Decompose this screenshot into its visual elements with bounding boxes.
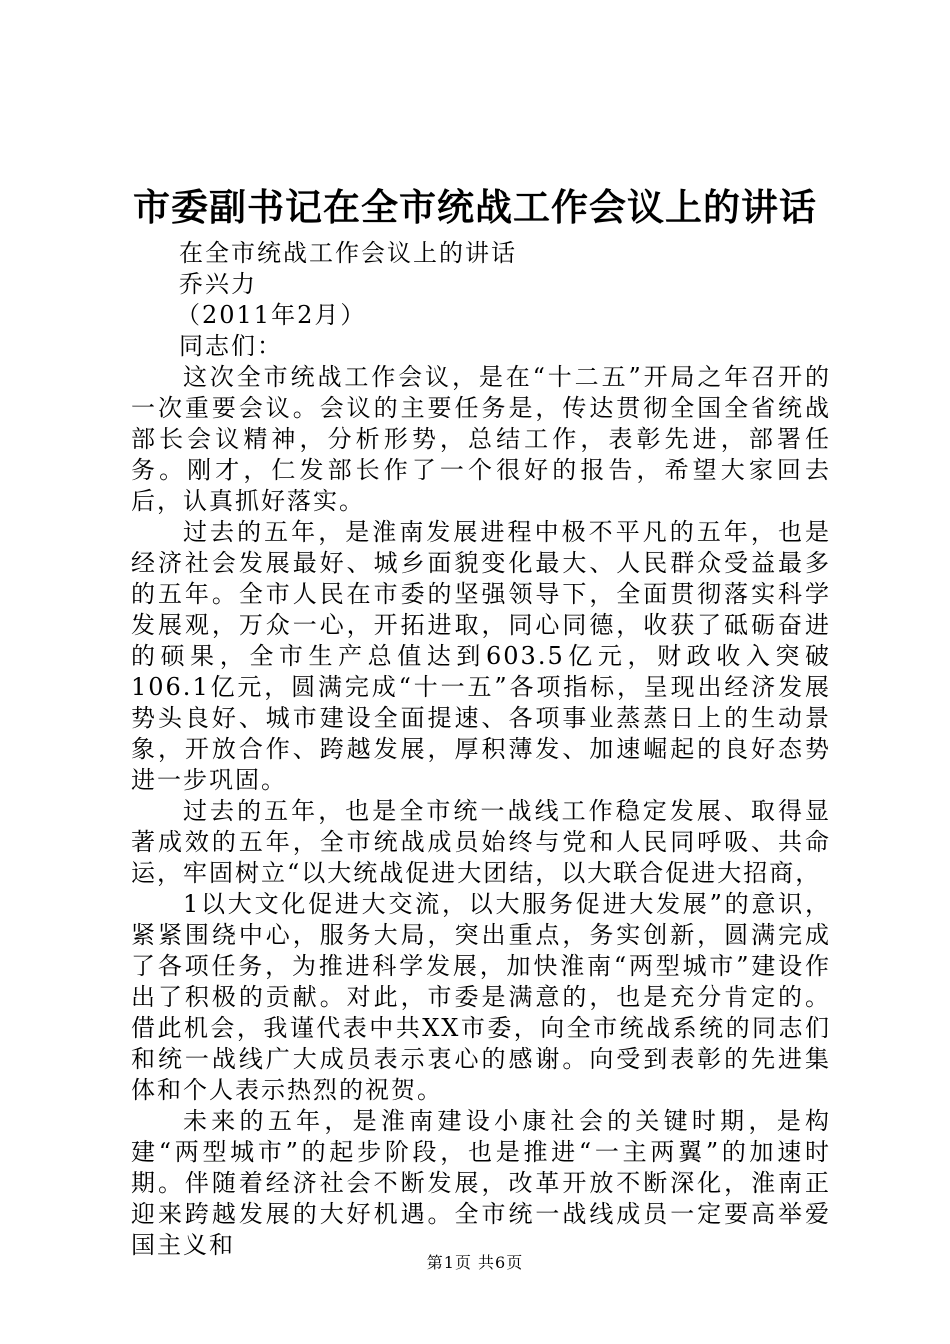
paragraph: 未来的五年，是淮南建设小康社会的关键时期，是构建“两型城市”的起步阶段，也是推进“一主两翼”的加速时期。伴随着经济社会不断发展，改革开放不断深化，淮南正迎来跨越发展的大好机遇。全市统一战线成员一定要高举爱国主义和 — [131, 1107, 831, 1259]
document-body — [131, 238, 831, 1261]
speech-subtitle: 在全市统战工作会议上的讲话 — [179, 239, 517, 267]
document-title: 市委副书记在全市统战工作会议上的讲话 — [133, 186, 817, 229]
paragraph: 这次全市统战工作会议，是在“十二五”开局之年召开的一次重要会议。会议的主要任务是，传达贯彻全国全省统战部长会议精神，分析形势，总结工作，表彰先进，部署任务。刚才，仁发部长作了一个很好的报告，希望大家回去后，认真抓好落实。 — [131, 363, 831, 515]
salutation: 同志们： — [179, 332, 283, 360]
paragraph: 过去的五年，是淮南发展进程中极不平凡的五年，也是经济社会发展最好、城乡面貌变化最大、人民群众受益最多的五年。全市人民在市委的坚强领导下，全面贯彻落实科学发展观，万众一心，开拓进取，同心同德，收获了砥砺奋进的硕果，全市生产总值达到603.5亿元，财政收入突破106.1亿元，圆满完成“十一五”各项指标，呈现出经济发展势头良好、城市建设全面提速、各项事业蒸蒸日上的生动景象，开放合作、跨越发展，厚积薄发、加速崛起的良好态势进一步巩固。 — [131, 518, 831, 794]
speech-date: （2011年2月） — [176, 301, 367, 329]
speech-author: 乔兴力 — [179, 270, 257, 298]
page-number-footer: 第1页 共6页 — [426, 1253, 524, 1272]
paragraph: 1以大文化促进大交流，以大服务促进大发展”的意识，紧紧围绕中心，服务大局，突出重点，务实创新，圆满完成了各项任务，为推进科学发展，加快淮南“两型城市”建设作出了积极的贡献。对此，市委是满意的，也是充分肯定的。借此机会，我谨代表中共XX市委，向全市统战系统的同志们和统一战线广大成员表示衷心的感谢。向受到表彰的先进集体和个人表示热烈的祝贺。 — [131, 890, 831, 1104]
paragraph: 过去的五年，也是全市统一战线工作稳定发展、取得显著成效的五年，全市统战成员始终与党和人民同呼吸、共命运，牢固树立“以大统战促进大团结，以大联合促进大招商， — [131, 797, 831, 887]
